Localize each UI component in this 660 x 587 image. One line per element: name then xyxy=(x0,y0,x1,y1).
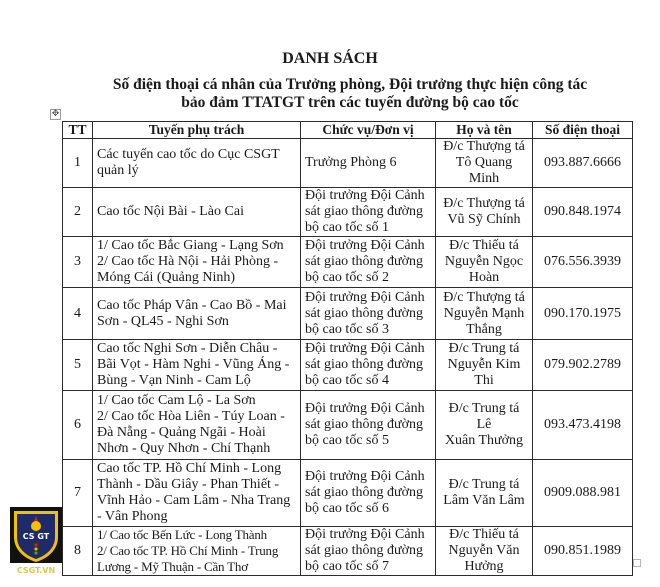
table-row xyxy=(63,460,633,527)
table-row xyxy=(63,288,633,340)
cell-tt: 6 xyxy=(63,391,93,460)
name-rank: Đ/c Thượng tá xyxy=(443,196,525,211)
cell-name xyxy=(436,527,533,576)
cell-tt: 1 xyxy=(63,139,93,188)
cell-phone: 090.848.1974 xyxy=(533,188,633,237)
route-line: Cao tốc Nghi Sơn - Diễn Châu - Bãi Vọt - Hàm Nghi - Vũng Áng - Bùng - Vạn Ninh - Cam Lộ xyxy=(97,341,290,388)
route-line: Cao tốc Nội Bài - Lào Cai xyxy=(97,204,244,219)
cell-phone: 090.170.1975 xyxy=(533,288,633,340)
cell-position: Đội trưởng Đội Cảnh sát giao thông đường bộ cao tốc số 6 xyxy=(301,460,436,527)
cell-phone: 090.851.1989 xyxy=(533,527,633,576)
subtitle-line-2: bảo đảm TTATGT trên các tuyến đường bộ cao tốc xyxy=(181,94,519,111)
name-rank: Đ/c Trung tá Lê xyxy=(448,401,520,432)
header-tt: TT xyxy=(63,122,93,139)
name-rank: Đ/c Trung tá xyxy=(448,341,520,356)
name-person: Lâm Văn Lâm xyxy=(443,493,525,508)
subtitle-line-1: Số điện thoại cá nhân của Trưởng phòng, Đội trưởng thực hiện công tác xyxy=(112,76,588,93)
cell-route xyxy=(93,139,301,188)
name-person: Nguyễn Văn Hưởng xyxy=(448,543,520,574)
cell-route xyxy=(93,340,301,391)
cell-tt: 5 xyxy=(63,340,93,391)
route-line: 2/ Cao tốc Hà Nội - Hải Phòng - Móng Cái (Quảng Ninh) xyxy=(97,254,279,285)
table-move-handle-icon[interactable]: ✥ xyxy=(51,109,60,119)
csgt-shield-icon xyxy=(10,507,62,563)
cell-phone: 093.887.6666 xyxy=(533,139,633,188)
route-line: 1/ Cao tốc Bắc Giang - Lạng Sơn xyxy=(97,238,284,253)
name-person: Vũ Sỹ Chính xyxy=(447,212,521,227)
cell-name xyxy=(436,288,533,340)
cell-route xyxy=(93,391,301,460)
csgt-logo xyxy=(10,507,62,563)
name-rank: Đ/c Thượng tá xyxy=(443,289,525,305)
table-row xyxy=(63,391,633,460)
table-resize-handle[interactable] xyxy=(633,559,641,567)
cell-phone: 079.902.2789 xyxy=(533,340,633,391)
route-line: Cao tốc TP. Hồ Chí Minh - Long Thành - Dầu Giây - Phan Thiết - Vĩnh Hảo - Cam Lâm - Nha Trang - Vân Phong xyxy=(97,461,291,524)
cell-phone: 093.473.4198 xyxy=(533,391,633,460)
cell-name xyxy=(436,391,533,460)
name-rank: Đ/c Trung tá xyxy=(448,477,520,492)
document-subtitle xyxy=(60,76,640,112)
name-person: Nguyễn Kim Thi xyxy=(447,357,521,388)
table-row xyxy=(63,139,633,188)
cell-position: Đội trưởng Đội Cảnh sát giao thông đường bộ cao tốc số 3 xyxy=(301,288,436,340)
name-rank: Đ/c Thượng tá xyxy=(443,139,525,154)
table-row xyxy=(63,188,633,237)
svg-text:CS GT: CS GT xyxy=(22,532,50,541)
cell-tt: 2 xyxy=(63,188,93,237)
table-header-row xyxy=(63,122,633,139)
route-line: 1/ Cao tốc Bến Lức - Long Thành xyxy=(97,527,267,542)
cell-name xyxy=(436,139,533,188)
cell-tt: 7 xyxy=(63,460,93,527)
header-position: Chức vụ/Đơn vị xyxy=(301,122,436,139)
header-phone: Số điện thoại xyxy=(533,122,633,139)
table-row xyxy=(63,340,633,391)
cell-position: Đội trưởng Đội Cảnh sát giao thông đường bộ cao tốc số 5 xyxy=(301,391,436,460)
route-line: Các tuyến cao tốc do Cục CSGT quản lý xyxy=(97,147,280,178)
name-person: Nguyễn Mạnh Thắng xyxy=(443,305,525,337)
cell-tt: 3 xyxy=(63,237,93,288)
cell-route xyxy=(93,527,301,576)
cell-route xyxy=(93,188,301,237)
route-line: 2/ Cao tốc TP. Hồ Chí Minh - Trung Lương - Mỹ Thuận - Cần Thơ xyxy=(97,543,279,574)
cell-tt: 8 xyxy=(63,527,93,576)
cell-tt: 4 xyxy=(63,288,93,340)
cell-position: Đội trưởng Đội Cảnh sát giao thông đường bộ cao tốc số 7 xyxy=(301,527,436,576)
table-row xyxy=(63,527,633,576)
cell-name xyxy=(436,237,533,288)
cell-position: Trưởng Phòng 6 xyxy=(301,139,436,188)
name-rank: Đ/c Thiếu tá xyxy=(449,238,519,253)
name-rank: Đ/c Thiếu tá xyxy=(449,527,519,542)
table-row xyxy=(63,237,633,288)
cell-route xyxy=(93,288,301,340)
cell-route xyxy=(93,460,301,527)
cell-name xyxy=(436,188,533,237)
cell-position: Đội trưởng Đội Cảnh sát giao thông đường bộ cao tốc số 2 xyxy=(301,237,436,288)
header-route: Tuyến phụ trách xyxy=(93,122,301,139)
cell-name xyxy=(436,460,533,527)
cell-position: Đội trưởng Đội Cảnh sát giao thông đường bộ cao tốc số 1 xyxy=(301,188,436,237)
name-person: Nguyễn Ngọc Hoàn xyxy=(444,254,524,285)
name-person: Xuân Thưởng xyxy=(444,433,524,448)
route-line: 1/ Cao tốc Cam Lộ - La Sơn xyxy=(97,393,256,408)
cell-phone: 076.556.3939 xyxy=(533,237,633,288)
route-line: 2/ Cao tốc Hòa Liên - Túy Loan - Đà Nẵng - Quảng Ngãi - Hoài Nhơn - Quy Nhơn - Chí Thạnh xyxy=(97,409,285,456)
contact-table xyxy=(62,121,633,576)
header-name: Họ và tên xyxy=(436,122,533,139)
cell-name xyxy=(436,340,533,391)
cell-position: Đội trưởng Đội Cảnh sát giao thông đường bộ cao tốc số 4 xyxy=(301,340,436,391)
name-person: Tô Quang Minh xyxy=(455,155,513,186)
document-title: DANH SÁCH xyxy=(282,50,378,67)
csgt-watermark-text: CSGT.VN xyxy=(16,566,56,575)
cell-route xyxy=(93,237,301,288)
route-line: Cao tốc Pháp Vân - Cao Bồ - Mai Sơn - QL45 - Nghi Sơn xyxy=(97,297,287,329)
cell-phone: 0909.088.981 xyxy=(533,460,633,527)
